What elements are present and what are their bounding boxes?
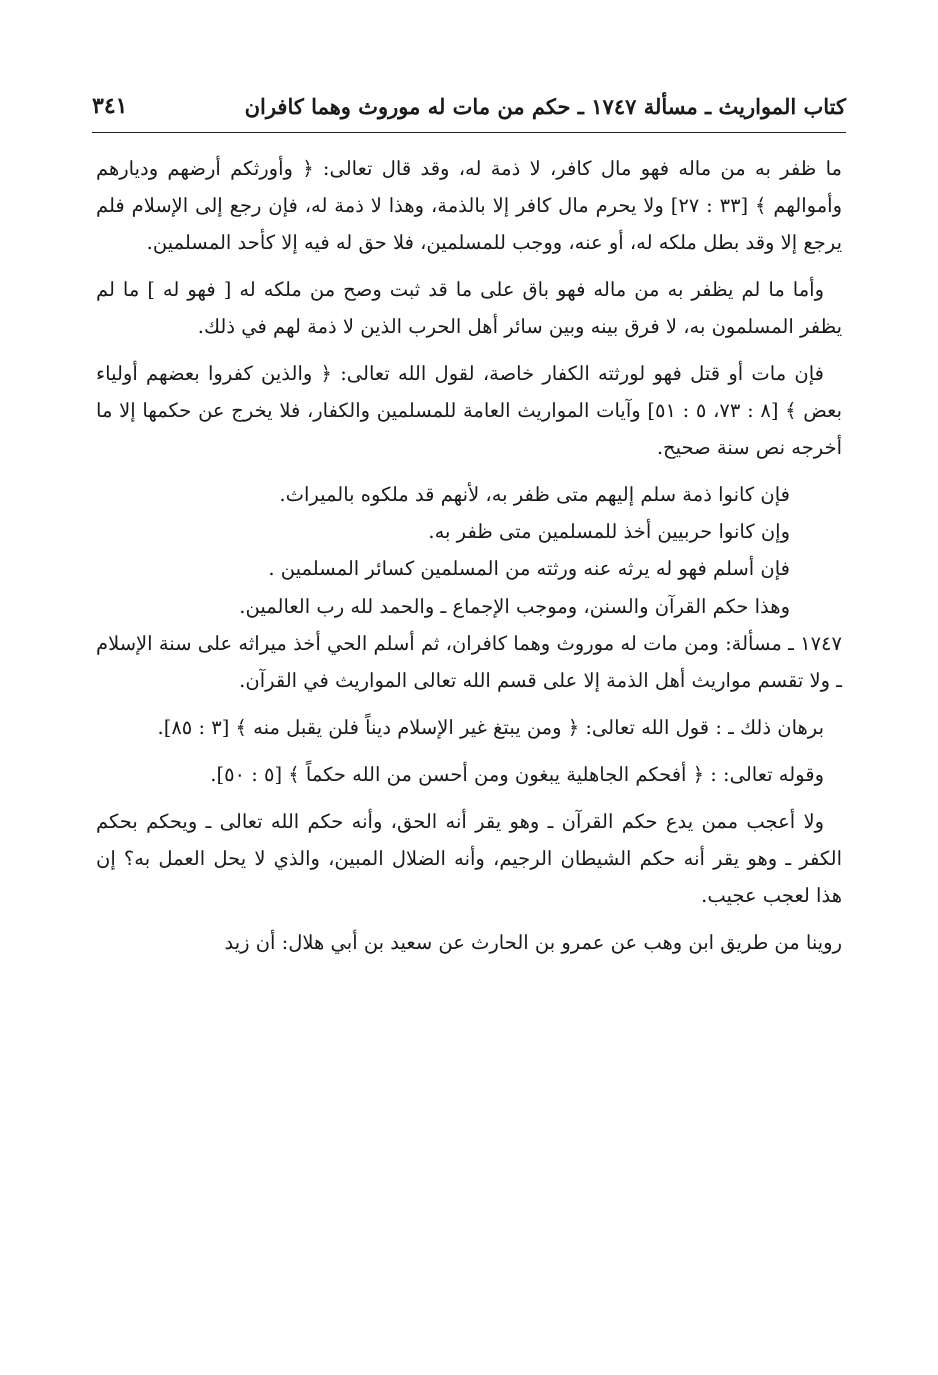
- issue-1747-paragraph: ١٧٤٧ ـ مسألة: ومن مات له موروث وهما كافران، ثم أسلم الحي أخذ ميراثه على سنة الإسلام ـ ولا تقسم مواريث أهل الذمة إلا على قسم الله تعالى المواريث في القرآن.: [96, 631, 842, 692]
- page-number: ٣٤١: [92, 93, 128, 119]
- paragraph: ولا أعجب ممن يدع حكم القرآن ـ وهو يقر أنه الحق، وأنه حكم الله تعالى ـ ويحكم بحكم الكفر ـ وهو يقر أنه حكم الشيطان الرجيم، وأنه الضلال المبين، والذي لا يحل العمل به؟ إن هذا لعجب عجيب.: [96, 809, 842, 907]
- paragraph: فإن أسلم فهو له يرثه عنه ورثته من المسلمين كسائر المسلمين .: [268, 557, 790, 581]
- paragraph: فإن مات أو قتل فهو لورثته الكفار خاصة، لقول الله تعالى: ﴿ والذين كفروا بعضهم أولياء بعض ﴾ [٨ : ٧٣، ٥ : ٥١] وآيات المواريث العامة للمسلمين والكفار، فلا يخرج عن حكمها إلا ما أخرجه نص سنة صحيح.: [96, 362, 842, 460]
- running-header: [92, 80, 846, 132]
- paragraph: وهذا حكم القرآن والسنن، وموجب الإجماع ـ والحمد لله رب العالمين.: [239, 594, 790, 618]
- paragraph: برهان ذلك ـ : قول الله تعالى: ﴿ ومن يبتغ غير الإسلام ديناً فلن يقبل منه ﴾ [٣ : ٨٥].: [157, 715, 824, 739]
- header-divider: [92, 132, 846, 133]
- main-text: [96, 150, 842, 971]
- paragraph: وإن كانوا حربيين أخذ للمسلمين متى ظفر به.: [428, 520, 790, 544]
- paragraph: ما ظفر به من ماله فهو مال كافر، لا ذمة له، وقد قال تعالى: ﴿ وأورثكم أرضهم وديارهم وأموالهم ﴾ [٣٣ : ٢٧] ولا يحرم مال كافر إلا بالذمة، وهذا لا ذمة له، فإن رجع إلى الإسلام فلم يرجع إلا وقد بطل ملكه له، أو عنه، ووجب للمسلمين، فلا حق له فيه إلا كأحد المسلمين.: [96, 157, 842, 255]
- paragraph: روينا من طريق ابن وهب عن عمرو بن الحارث عن سعيد بن أبي هلال: أن زيد: [224, 930, 842, 954]
- paragraph: فإن كانوا ذمة سلم إليهم متى ظفر به، لأنهم قد ملكوه بالميراث.: [279, 483, 790, 507]
- paragraph: وأما ما لم يظفر به من ماله فهو باق على ما قد ثبت وصح من ملكه له [ فهو له ] ما لم يظفر المسلمون به، لا فرق بينه وبين سائر أهل الحرب الذين لا ذمة لهم في ذلك.: [96, 278, 842, 339]
- chapter-title: كتاب المواريث ـ مسألة ١٧٤٧ ـ حكم من مات له موروث وهما كافران: [244, 93, 846, 119]
- paragraph: وقوله تعالى: : ﴿ أفحكم الجاهلية يبغون ومن أحسن من الله حكماً ﴾ [٥ : ٥٠].: [210, 762, 824, 786]
